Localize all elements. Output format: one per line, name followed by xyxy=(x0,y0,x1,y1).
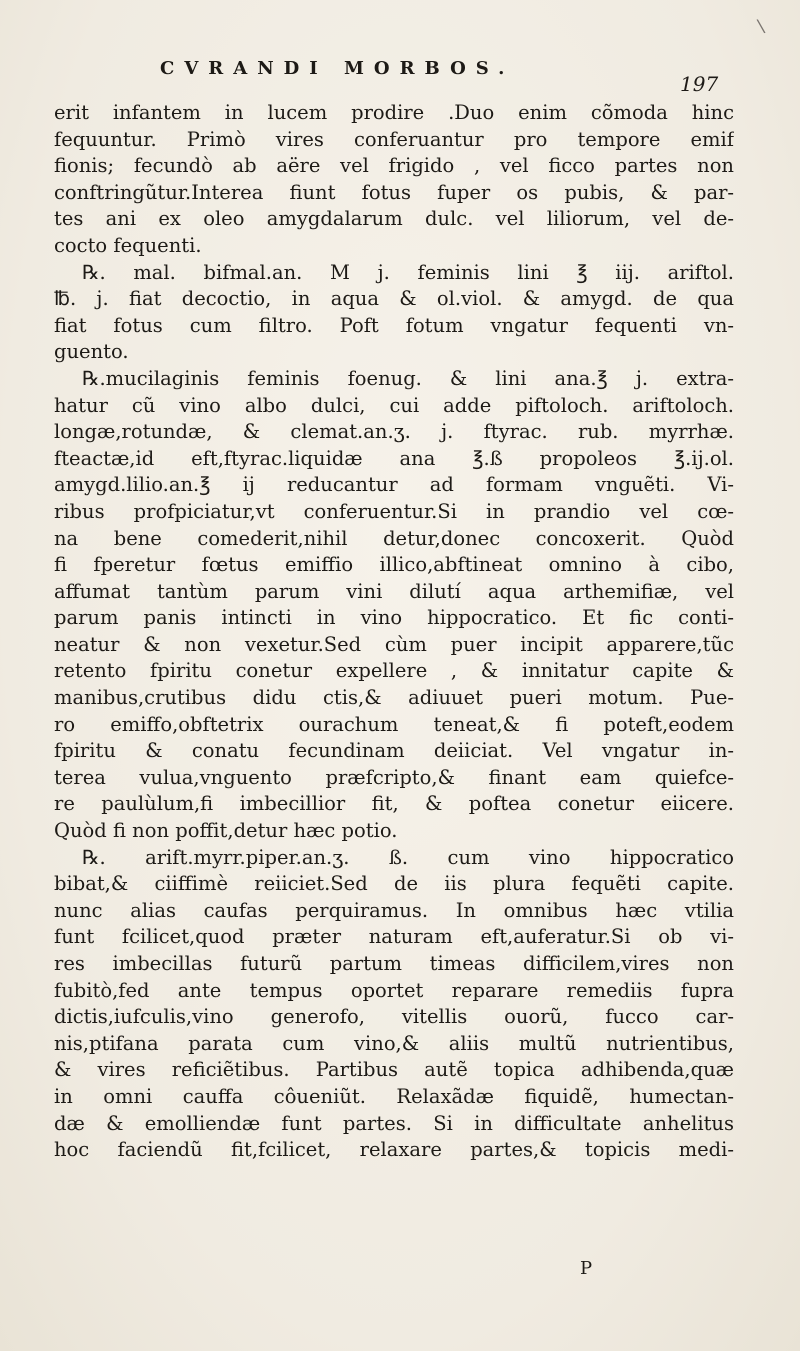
text-line: parum panis intincti in vino hippocratico. Et fic conti- xyxy=(54,606,734,630)
text-line: res imbecillas futurũ partum timeas difficilem,vires non xyxy=(54,952,734,975)
text-line: ℔. j. fiat decoctio, in aqua & ol.viol. & amygd. de qua xyxy=(54,287,734,311)
text-line: fiat fotus cum filtro. Poft fotum vngatur fequenti vn- xyxy=(54,313,734,337)
running-header: CVRANDI MORBOS. xyxy=(160,58,515,79)
text-line: hatur cũ vino albo dulci, cui adde piftoloch. ariftoloch. xyxy=(54,393,734,417)
text-line: fionis; fecundò ab aëre vel frigido , vel ficco partes non xyxy=(54,154,734,178)
text-line: tes ani ex oleo amygdalarum dulc. vel liliorum, vel de- xyxy=(54,207,734,231)
body-text xyxy=(54,100,734,1164)
text-line: re paulùlum,fi imbecillior fit, & poftea conetur eiicere. xyxy=(54,792,734,816)
text-line: bibat,& ciiffimè reiiciet.Sed de iis plura fequẽti capite. xyxy=(54,872,734,896)
text-line: ro emiffo,obftetrix ourachum teneat,& fi poteft,eodem xyxy=(54,712,734,736)
text-line: fi fperetur fœtus emiffio illico,abftineat omnino à cibo, xyxy=(54,553,734,577)
text-line: amygd.lilio.an.℥ ij reducantur ad formam vnguẽti. Vi- xyxy=(54,473,734,497)
text-line: na bene comederit,nihil detur,donec concoxerit. Quòd xyxy=(54,526,734,550)
signature-mark: P xyxy=(580,1258,593,1279)
text-line: cocto fequenti. xyxy=(54,233,202,257)
text-line: in omni cauffa côueniũt. Relaxãdæ fiquidẽ, humectan- xyxy=(54,1084,734,1108)
corner-mark: \ xyxy=(755,15,767,38)
text-line: ℞. mal. bifmal.an. M j. feminis lini ℥ iij. ariftol. xyxy=(82,260,734,284)
text-line: fequuntur. Primò vires conferuantur pro tempore emif xyxy=(54,127,734,151)
page-number: 197 xyxy=(680,72,719,96)
text-line: erit infantem in lucem prodire .Duo enim cõmoda hinc xyxy=(54,101,734,124)
text-line: manibus,crutibus didu ctis,& adiuuet pueri motum. Pue- xyxy=(54,686,734,710)
text-line: dæ & emolliendæ funt partes. Si in difficultate anhelitus xyxy=(54,1111,734,1135)
text-line: ribus profpiciatur,vt conferuentur.Si in prandio vel cœ- xyxy=(54,499,734,523)
text-line: hoc faciendũ fit,fcilicet, relaxare partes,& topicis medi- xyxy=(54,1138,734,1162)
text-line: terea vulua,vnguento præfcripto,& finant eam quiefce- xyxy=(54,765,734,789)
text-line: longæ,rotundæ, & clemat.an.ʒ. j. ftyrac. rub. myrrhæ. xyxy=(54,420,734,444)
text-line: ℞.mucilaginis feminis foenug. & lini ana.℥ j. extra- xyxy=(82,366,734,390)
text-line: funt fcilicet,quod præter naturam eft,auferatur.Si ob vi- xyxy=(54,925,734,949)
text-line: ℞. arift.myrr.piper.an.ʒ. ß. cum vino hippocratico xyxy=(82,845,734,869)
text-line: fteactæ,id eft,ftyrac.liquidæ ana ℥.ß propoleos ℥.ij.ol. xyxy=(54,446,734,470)
text-line: neatur & non vexetur.Sed cùm puer incipit apparere,tũc xyxy=(54,632,734,656)
text-line: affumat tantùm parum vini dilutí aqua arthemifiæ, vel xyxy=(54,579,734,603)
text-line: fubitò,fed ante tempus oportet reparare remediis fupra xyxy=(54,978,734,1002)
text-line: conftringũtur.Interea fiunt fotus fuper os pubis, & par- xyxy=(54,180,734,204)
text-line: retento fpiritu conetur expellere , & innitatur capite & xyxy=(54,659,734,683)
text-line: fpiritu & conatu fecundinam deiiciat. Vel vngatur in- xyxy=(54,739,734,763)
text-line: Quòd fi non poffit,detur hæc potio. xyxy=(54,819,398,843)
text-line: nis,ptifana parata cum vino,& aliis multũ nutrientibus, xyxy=(54,1031,734,1055)
text-line: guento. xyxy=(54,340,129,364)
text-line: nunc alias caufas perquiramus. In omnibus hæc vtilia xyxy=(54,898,734,922)
text-line: dictis,iufculis,vino generofo, vitellis ouorũ, fucco car- xyxy=(54,1005,734,1029)
text-line: & vires reficiẽtibus. Partibus autẽ topica adhibenda,quæ xyxy=(54,1058,734,1082)
